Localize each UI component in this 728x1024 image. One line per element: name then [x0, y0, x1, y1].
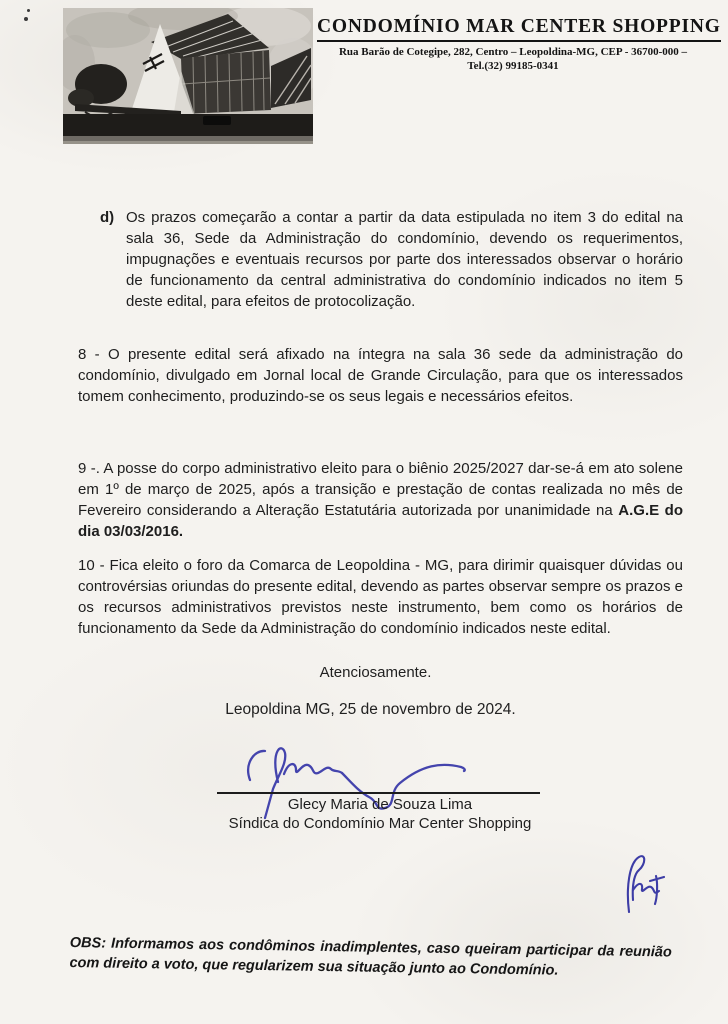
header-address-line1: Rua Barão de Cotegipe, 282, Centro – Leopoldina-MG, CEP - 36700-000 – — [338, 46, 688, 58]
signer-name: Glecy Maria de Souza Lima — [287, 796, 473, 813]
date-line: Leopoldina MG, 25 de novembro de 2024. — [225, 701, 516, 718]
obs-note: OBS: Informamos aos condôminos inadimplentes, caso queiram participar da reunião com direito a voto, que regularizem sua situação junto ao Condomínio. — [69, 934, 672, 979]
salutation: Atenciosamente. — [319, 664, 432, 681]
item-d-label: d) — [100, 209, 115, 226]
paragraph-9 — [78, 458, 683, 542]
paragraph-8: 8 - O presente edital será afixado na íntegra na sala 36 sede da administração do condomínio, divulgado em Jornal local de Grande Circulação, para que os interessados tomem conhecimento, produzindo-se os seus legais e necessários efeitos. — [78, 346, 683, 405]
scan-speck — [24, 17, 28, 21]
paragraph-10: 10 - Fica eleito o foro da Comarca de Leopoldina - MG, para dirimir quaisquer dúvidas ou controvérsias oriundas do presente edital, devendo as partes observar sempre os prazos e os recursos administrativos previstos neste instrumento, bem como os horários de funcionamento da Sede da Administração do condomínio indicados neste edital. — [78, 557, 683, 637]
letterhead — [317, 16, 721, 73]
paragraph-9-bold-date: A.G.E do dia 03/03/2016. — [78, 502, 683, 540]
scan-speck — [27, 9, 30, 12]
paragraph-9-text: 9 -. A posse do corpo administrativo eleito para o biênio 2025/2027 dar-se-á em ato solene em 1º de março de 2025, após a transição e prestação de contas realizada no mês de Fevereiro considerando a Alteração Estatutária autorizada por unanimidade na — [78, 460, 683, 519]
item-d-text: Os prazos começarão a contar a partir da data estipulada no item 3 do edital na sala 36, Sede da Administração do condomínio, devendo os requerimentos, impugnações e eventuais recursos por parte dos interessados observar o horário de funcionamento da central administrativa do condomínio indicados no item 5 deste edital, para efeitos de protocolização. — [126, 209, 683, 310]
building-photo — [63, 8, 313, 144]
signer-role: Síndica do Condomínio Mar Center Shopping — [228, 815, 532, 832]
page-title: CONDOMÍNIO MAR CENTER SHOPPING — [317, 16, 721, 42]
rubric-initials — [612, 848, 667, 918]
signature-line — [217, 792, 540, 794]
building-photo-illustration — [63, 8, 313, 144]
header-address-line2: Tel.(32) 99185-0341 — [467, 60, 559, 72]
paragraph-item-d — [100, 207, 683, 312]
